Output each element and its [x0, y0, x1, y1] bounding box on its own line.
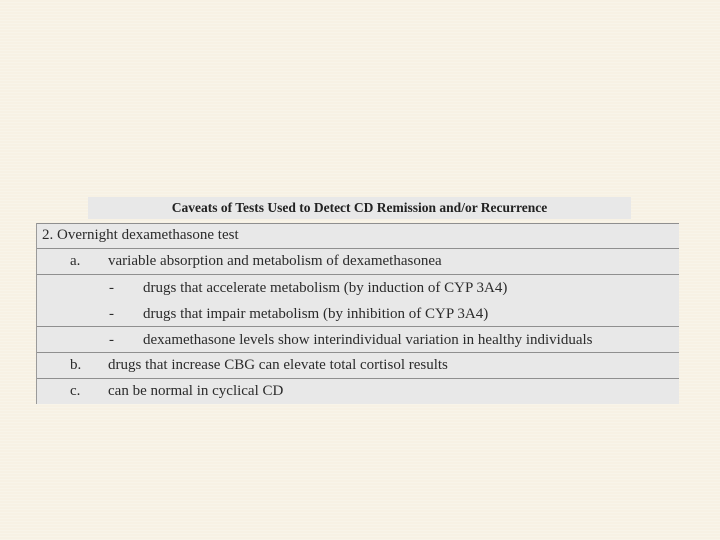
item-text: variable absorption and metabolism of dexamethasonea: [108, 253, 442, 269]
caveats-table: [36, 223, 679, 404]
subitem-text: drugs that impair metabolism (by inhibition of CYP 3A4): [143, 306, 489, 322]
subitem-text: dexamethasone levels show interindividual variation in healthy individuals: [143, 332, 593, 348]
subitem-marker: -: [109, 332, 114, 348]
subitem-text: drugs that accelerate metabolism (by induction of CYP 3A4): [143, 280, 508, 296]
item-text: drugs that increase CBG can elevate total cortisol results: [108, 357, 448, 373]
subitem-block: [37, 274, 679, 326]
table-row: [37, 326, 679, 352]
item-marker: b.: [70, 357, 82, 373]
table-row: [37, 248, 679, 274]
item-text: can be normal in cyclical CD: [108, 383, 284, 399]
subitem-marker: -: [109, 280, 114, 296]
section-heading: 2. Overnight dexamethasone test: [42, 227, 239, 243]
section-heading-row: [37, 223, 679, 248]
table-row: [37, 378, 679, 405]
item-marker: a.: [70, 253, 81, 269]
table-row: [37, 352, 679, 378]
subitem-marker: -: [109, 306, 114, 322]
item-marker: c.: [70, 383, 81, 399]
table-title: Caveats of Tests Used to Detect CD Remission and/or Recurrence: [88, 197, 631, 219]
